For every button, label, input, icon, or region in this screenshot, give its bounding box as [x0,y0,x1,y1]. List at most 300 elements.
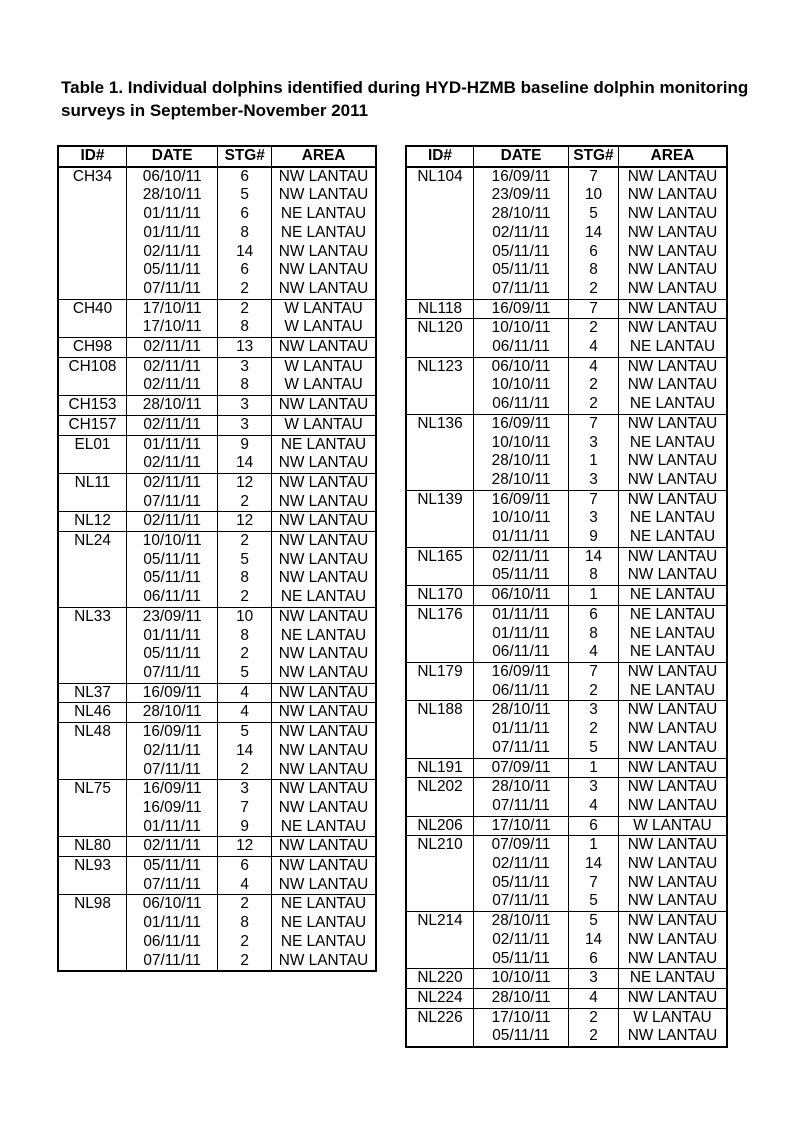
area-cell: NW LANTAU [618,452,727,471]
table-row [58,224,376,243]
stg-cell: 14 [569,855,619,874]
area-cell: NW LANTAU [618,243,727,262]
stg-cell: 5 [569,912,619,931]
stg-cell: 13 [218,338,272,358]
area-cell: NE LANTAU [618,509,727,528]
stg-cell: 7 [569,874,619,893]
table-row [58,742,376,761]
dolphin-id-cell [58,799,127,818]
area-cell: NW LANTAU [272,857,376,876]
dolphin-id-cell [58,205,127,224]
stg-cell: 5 [569,205,619,224]
table-row [58,205,376,224]
date-cell: 28/10/11 [473,452,568,471]
date-cell: 05/11/11 [473,950,568,969]
dolphin-id-cell: NL98 [58,895,127,914]
date-cell: 28/10/11 [127,703,218,723]
area-cell: NW LANTAU [618,701,727,720]
stg-cell: 2 [569,1008,619,1027]
stg-cell: 2 [218,933,272,952]
column-header-area: AREA [618,146,727,167]
date-cell: 05/11/11 [473,566,568,585]
table-row [406,1008,727,1027]
dolphin-id-cell: NL226 [406,1008,473,1027]
date-cell: 10/10/11 [473,969,568,989]
area-cell: NW LANTAU [272,186,376,205]
dolphin-id-cell [58,876,127,895]
area-cell: NE LANTAU [618,434,727,453]
stg-cell: 3 [569,509,619,528]
date-cell: 05/11/11 [127,261,218,280]
date-cell: 17/10/11 [127,299,218,318]
table-row [58,532,376,551]
dolphin-id-cell [58,933,127,952]
table-row [406,261,727,280]
area-cell: NW LANTAU [618,892,727,911]
stg-cell: 12 [218,512,272,532]
table-row [406,528,727,547]
dolphin-id-cell [58,742,127,761]
date-cell: 02/11/11 [127,338,218,358]
date-cell: 28/10/11 [473,205,568,224]
table-row [58,357,376,376]
table-row [406,969,727,989]
date-cell: 16/09/11 [473,167,568,187]
date-cell: 10/10/11 [473,376,568,395]
dolphin-id-cell [58,761,127,780]
table-row [406,682,727,701]
area-cell: W LANTAU [272,299,376,318]
area-cell: NW LANTAU [272,664,376,683]
table-row [406,280,727,299]
dolphin-id-cell: NL136 [406,414,473,433]
stg-cell: 8 [218,569,272,588]
date-cell: 28/10/11 [473,471,568,490]
area-cell: NW LANTAU [618,739,727,758]
date-cell: 02/11/11 [127,837,218,857]
area-cell: NE LANTAU [618,605,727,624]
stg-cell: 2 [218,280,272,299]
area-cell: NW LANTAU [272,723,376,742]
dolphin-table-left [57,145,377,972]
stg-cell: 5 [569,892,619,911]
dolphin-id-cell [406,682,473,701]
stg-cell: 4 [569,643,619,662]
dolphin-id-cell: NL120 [406,319,473,338]
dolphin-id-cell [58,551,127,570]
dolphin-id-cell: NL170 [406,586,473,606]
area-cell: NW LANTAU [618,566,727,585]
stg-cell: 3 [218,415,272,435]
area-cell: NW LANTAU [618,912,727,931]
date-cell: 06/10/11 [473,586,568,606]
area-cell: NW LANTAU [272,454,376,473]
dolphin-id-cell: NL118 [406,299,473,319]
area-cell: NW LANTAU [618,261,727,280]
date-cell: 07/11/11 [473,892,568,911]
date-cell: 05/11/11 [473,243,568,262]
stg-cell: 5 [569,739,619,758]
dolphin-id-cell [58,493,127,512]
date-cell: 02/11/11 [127,376,218,395]
stg-cell: 9 [569,528,619,547]
dolphin-id-cell: CH157 [58,415,127,435]
area-cell: NW LANTAU [272,396,376,416]
dolphin-id-cell [58,645,127,664]
stg-cell: 14 [569,224,619,243]
table-row [58,627,376,646]
dolphin-id-cell [406,280,473,299]
dolphin-id-cell [58,627,127,646]
table-row [406,338,727,357]
area-cell: NE LANTAU [272,914,376,933]
date-cell: 06/10/11 [127,895,218,914]
area-cell: NE LANTAU [618,528,727,547]
table-row [406,912,727,931]
stg-cell: 5 [218,551,272,570]
dolphin-id-cell: NL33 [58,607,127,626]
area-cell: NW LANTAU [618,836,727,855]
area-cell: NE LANTAU [618,395,727,414]
stg-cell: 3 [569,471,619,490]
area-cell: NW LANTAU [618,205,727,224]
date-cell: 02/11/11 [127,454,218,473]
area-cell: NW LANTAU [618,167,727,187]
date-cell: 02/11/11 [127,512,218,532]
area-cell: NW LANTAU [618,547,727,566]
date-cell: 02/11/11 [473,855,568,874]
date-cell: 02/11/11 [473,931,568,950]
area-cell: W LANTAU [272,415,376,435]
dolphin-id-cell [58,588,127,607]
table-row [58,569,376,588]
date-cell: 10/10/11 [473,509,568,528]
table-row [406,376,727,395]
table-row [406,625,727,644]
table-row [406,186,727,205]
date-cell: 01/11/11 [473,605,568,624]
table-row [58,588,376,607]
date-cell: 28/10/11 [127,186,218,205]
dolphin-id-cell [406,892,473,911]
table-row [406,452,727,471]
area-cell: NW LANTAU [618,758,727,778]
table-row [406,701,727,720]
area-cell: NW LANTAU [618,855,727,874]
stg-cell: 2 [218,895,272,914]
table-body-left [58,167,376,972]
dolphin-id-cell: CH40 [58,299,127,318]
stg-cell: 2 [569,395,619,414]
date-cell: 07/11/11 [127,664,218,683]
date-cell: 07/11/11 [473,280,568,299]
table-row [58,952,376,972]
date-cell: 01/11/11 [127,818,218,837]
table-row [58,895,376,914]
stg-cell: 3 [569,778,619,797]
table-row [58,415,376,435]
date-cell: 05/11/11 [127,551,218,570]
area-cell: NE LANTAU [272,205,376,224]
dolphin-id-cell [406,950,473,969]
stg-cell: 8 [218,318,272,337]
date-cell: 23/09/11 [473,186,568,205]
stg-cell: 8 [569,566,619,585]
dolphin-id-cell: NL165 [406,547,473,566]
dolphin-id-cell: NL24 [58,532,127,551]
stg-cell: 6 [218,205,272,224]
area-cell: NW LANTAU [618,874,727,893]
dolphin-id-cell: NL220 [406,969,473,989]
table-row [406,490,727,509]
dolphin-id-cell: NL139 [406,490,473,509]
date-cell: 07/09/11 [473,836,568,855]
stg-cell: 14 [218,454,272,473]
dolphin-id-cell [58,318,127,337]
stg-cell: 1 [569,836,619,855]
stg-cell: 6 [569,605,619,624]
area-cell: NW LANTAU [618,376,727,395]
area-cell: NW LANTAU [618,471,727,490]
date-cell: 07/11/11 [127,761,218,780]
date-cell: 02/11/11 [127,742,218,761]
column-header-date: DATE [127,146,218,167]
table-row [58,280,376,299]
dolphin-id-cell [406,205,473,224]
stg-cell: 4 [218,876,272,895]
date-cell: 05/11/11 [127,569,218,588]
table-row [58,645,376,664]
table-row [58,551,376,570]
date-cell: 06/11/11 [127,933,218,952]
dolphin-id-cell [406,643,473,662]
table-row [58,723,376,742]
date-cell: 28/10/11 [473,988,568,1008]
area-cell: NW LANTAU [272,683,376,703]
stg-cell: 8 [218,627,272,646]
table-row [58,186,376,205]
table-header-row [58,146,376,167]
table-row [406,720,727,739]
date-cell: 28/10/11 [127,396,218,416]
dolphin-id-cell [58,224,127,243]
dolphin-id-cell: CH108 [58,357,127,376]
area-cell: NE LANTAU [272,895,376,914]
area-cell: NW LANTAU [272,243,376,262]
dolphin-id-cell: NL224 [406,988,473,1008]
table-row [58,818,376,837]
dolphin-id-cell [58,818,127,837]
stg-cell: 5 [218,186,272,205]
stg-cell: 9 [218,435,272,454]
area-cell: NE LANTAU [272,818,376,837]
area-cell: NW LANTAU [618,414,727,433]
table-row [58,493,376,512]
date-cell: 06/10/11 [127,167,218,187]
date-cell: 05/11/11 [127,645,218,664]
area-cell: W LANTAU [618,1008,727,1027]
table-row [406,855,727,874]
date-cell: 16/09/11 [473,662,568,681]
area-cell: NW LANTAU [618,186,727,205]
dolphin-id-cell: NL104 [406,167,473,187]
stg-cell: 10 [569,186,619,205]
dolphin-id-cell: CH153 [58,396,127,416]
stg-cell: 14 [569,931,619,950]
date-cell: 07/11/11 [127,876,218,895]
date-cell: 10/10/11 [473,434,568,453]
dolphin-id-cell [406,566,473,585]
table-row [406,395,727,414]
date-cell: 01/11/11 [473,528,568,547]
date-cell: 02/11/11 [127,415,218,435]
dolphin-id-cell [58,186,127,205]
table-row [406,739,727,758]
dolphin-id-cell: NL214 [406,912,473,931]
date-cell: 16/09/11 [473,490,568,509]
table-row [58,318,376,337]
dolphin-id-cell [58,243,127,262]
stg-cell: 2 [569,376,619,395]
table-row [406,243,727,262]
stg-cell: 6 [218,857,272,876]
column-header-stg: STG# [218,146,272,167]
stg-cell: 2 [218,299,272,318]
date-cell: 17/10/11 [127,318,218,337]
dolphin-id-cell [58,914,127,933]
dolphin-id-cell: NL46 [58,703,127,723]
dolphin-id-cell [406,625,473,644]
table-row [58,261,376,280]
stg-cell: 14 [218,742,272,761]
stg-cell: 3 [218,396,272,416]
column-header-id: ID# [58,146,127,167]
area-cell: NW LANTAU [272,780,376,799]
dolphin-id-cell [406,797,473,816]
table-row [58,837,376,857]
date-cell: 05/11/11 [127,857,218,876]
table-row [58,683,376,703]
stg-cell: 8 [569,625,619,644]
dolphin-id-cell: CH34 [58,167,127,187]
dolphin-id-cell [58,664,127,683]
stg-cell: 8 [218,224,272,243]
area-cell: W LANTAU [272,376,376,395]
dolphin-id-cell [406,243,473,262]
stg-cell: 6 [218,261,272,280]
date-cell: 07/11/11 [473,797,568,816]
date-cell: 05/11/11 [473,261,568,280]
area-cell: NW LANTAU [272,761,376,780]
stg-cell: 4 [569,797,619,816]
area-cell: NW LANTAU [272,952,376,972]
table-row [58,664,376,683]
dolphin-id-cell: NL176 [406,605,473,624]
date-cell: 07/11/11 [127,493,218,512]
table-row [406,605,727,624]
dolphin-id-cell: NL80 [58,837,127,857]
stg-cell: 6 [569,816,619,836]
table-row [406,224,727,243]
stg-cell: 7 [569,662,619,681]
dolphin-id-cell: EL01 [58,435,127,454]
area-cell: NW LANTAU [618,778,727,797]
date-cell: 06/10/11 [473,357,568,376]
dolphin-id-cell: NL191 [406,758,473,778]
date-cell: 07/11/11 [127,280,218,299]
dolphin-id-cell [406,376,473,395]
area-cell: NW LANTAU [618,224,727,243]
area-cell: NE LANTAU [272,224,376,243]
date-cell: 01/11/11 [473,625,568,644]
stg-cell: 3 [218,357,272,376]
stg-cell: 14 [569,547,619,566]
area-cell: NW LANTAU [618,280,727,299]
dolphin-id-cell [406,509,473,528]
table-row [58,454,376,473]
stg-cell: 4 [218,703,272,723]
table-row [58,299,376,318]
date-cell: 02/11/11 [473,547,568,566]
dolphin-id-cell [406,434,473,453]
stg-cell: 2 [218,761,272,780]
date-cell: 28/10/11 [473,701,568,720]
dolphin-id-cell [58,454,127,473]
stg-cell: 7 [569,299,619,319]
area-cell: NW LANTAU [272,551,376,570]
stg-cell: 3 [569,434,619,453]
table-row [406,816,727,836]
stg-cell: 7 [569,414,619,433]
table-row [406,586,727,606]
area-cell: NE LANTAU [618,625,727,644]
area-cell: NW LANTAU [272,876,376,895]
date-cell: 16/09/11 [473,414,568,433]
dolphin-id-cell [406,186,473,205]
dolphin-id-cell [58,280,127,299]
area-cell: NW LANTAU [618,299,727,319]
dolphin-id-cell: NL179 [406,662,473,681]
table-row [406,509,727,528]
stg-cell: 3 [218,780,272,799]
date-cell: 28/10/11 [473,912,568,931]
stg-cell: 14 [218,243,272,262]
dolphin-id-cell: NL37 [58,683,127,703]
date-cell: 02/11/11 [127,243,218,262]
area-cell: NE LANTAU [272,627,376,646]
area-cell: NW LANTAU [272,338,376,358]
date-cell: 28/10/11 [473,778,568,797]
stg-cell: 8 [218,914,272,933]
dolphin-id-cell [406,931,473,950]
stg-cell: 12 [218,837,272,857]
stg-cell: 6 [569,950,619,969]
table-row [406,643,727,662]
area-cell: NW LANTAU [272,280,376,299]
area-cell: NW LANTAU [618,720,727,739]
stg-cell: 4 [569,988,619,1008]
stg-cell: 2 [218,493,272,512]
stg-cell: 2 [569,682,619,701]
stg-cell: 4 [218,683,272,703]
table-row [58,876,376,895]
table-row [58,435,376,454]
table-row [406,662,727,681]
dolphin-id-cell [406,1027,473,1047]
area-cell: NE LANTAU [272,933,376,952]
stg-cell: 10 [218,607,272,626]
table-row [406,471,727,490]
